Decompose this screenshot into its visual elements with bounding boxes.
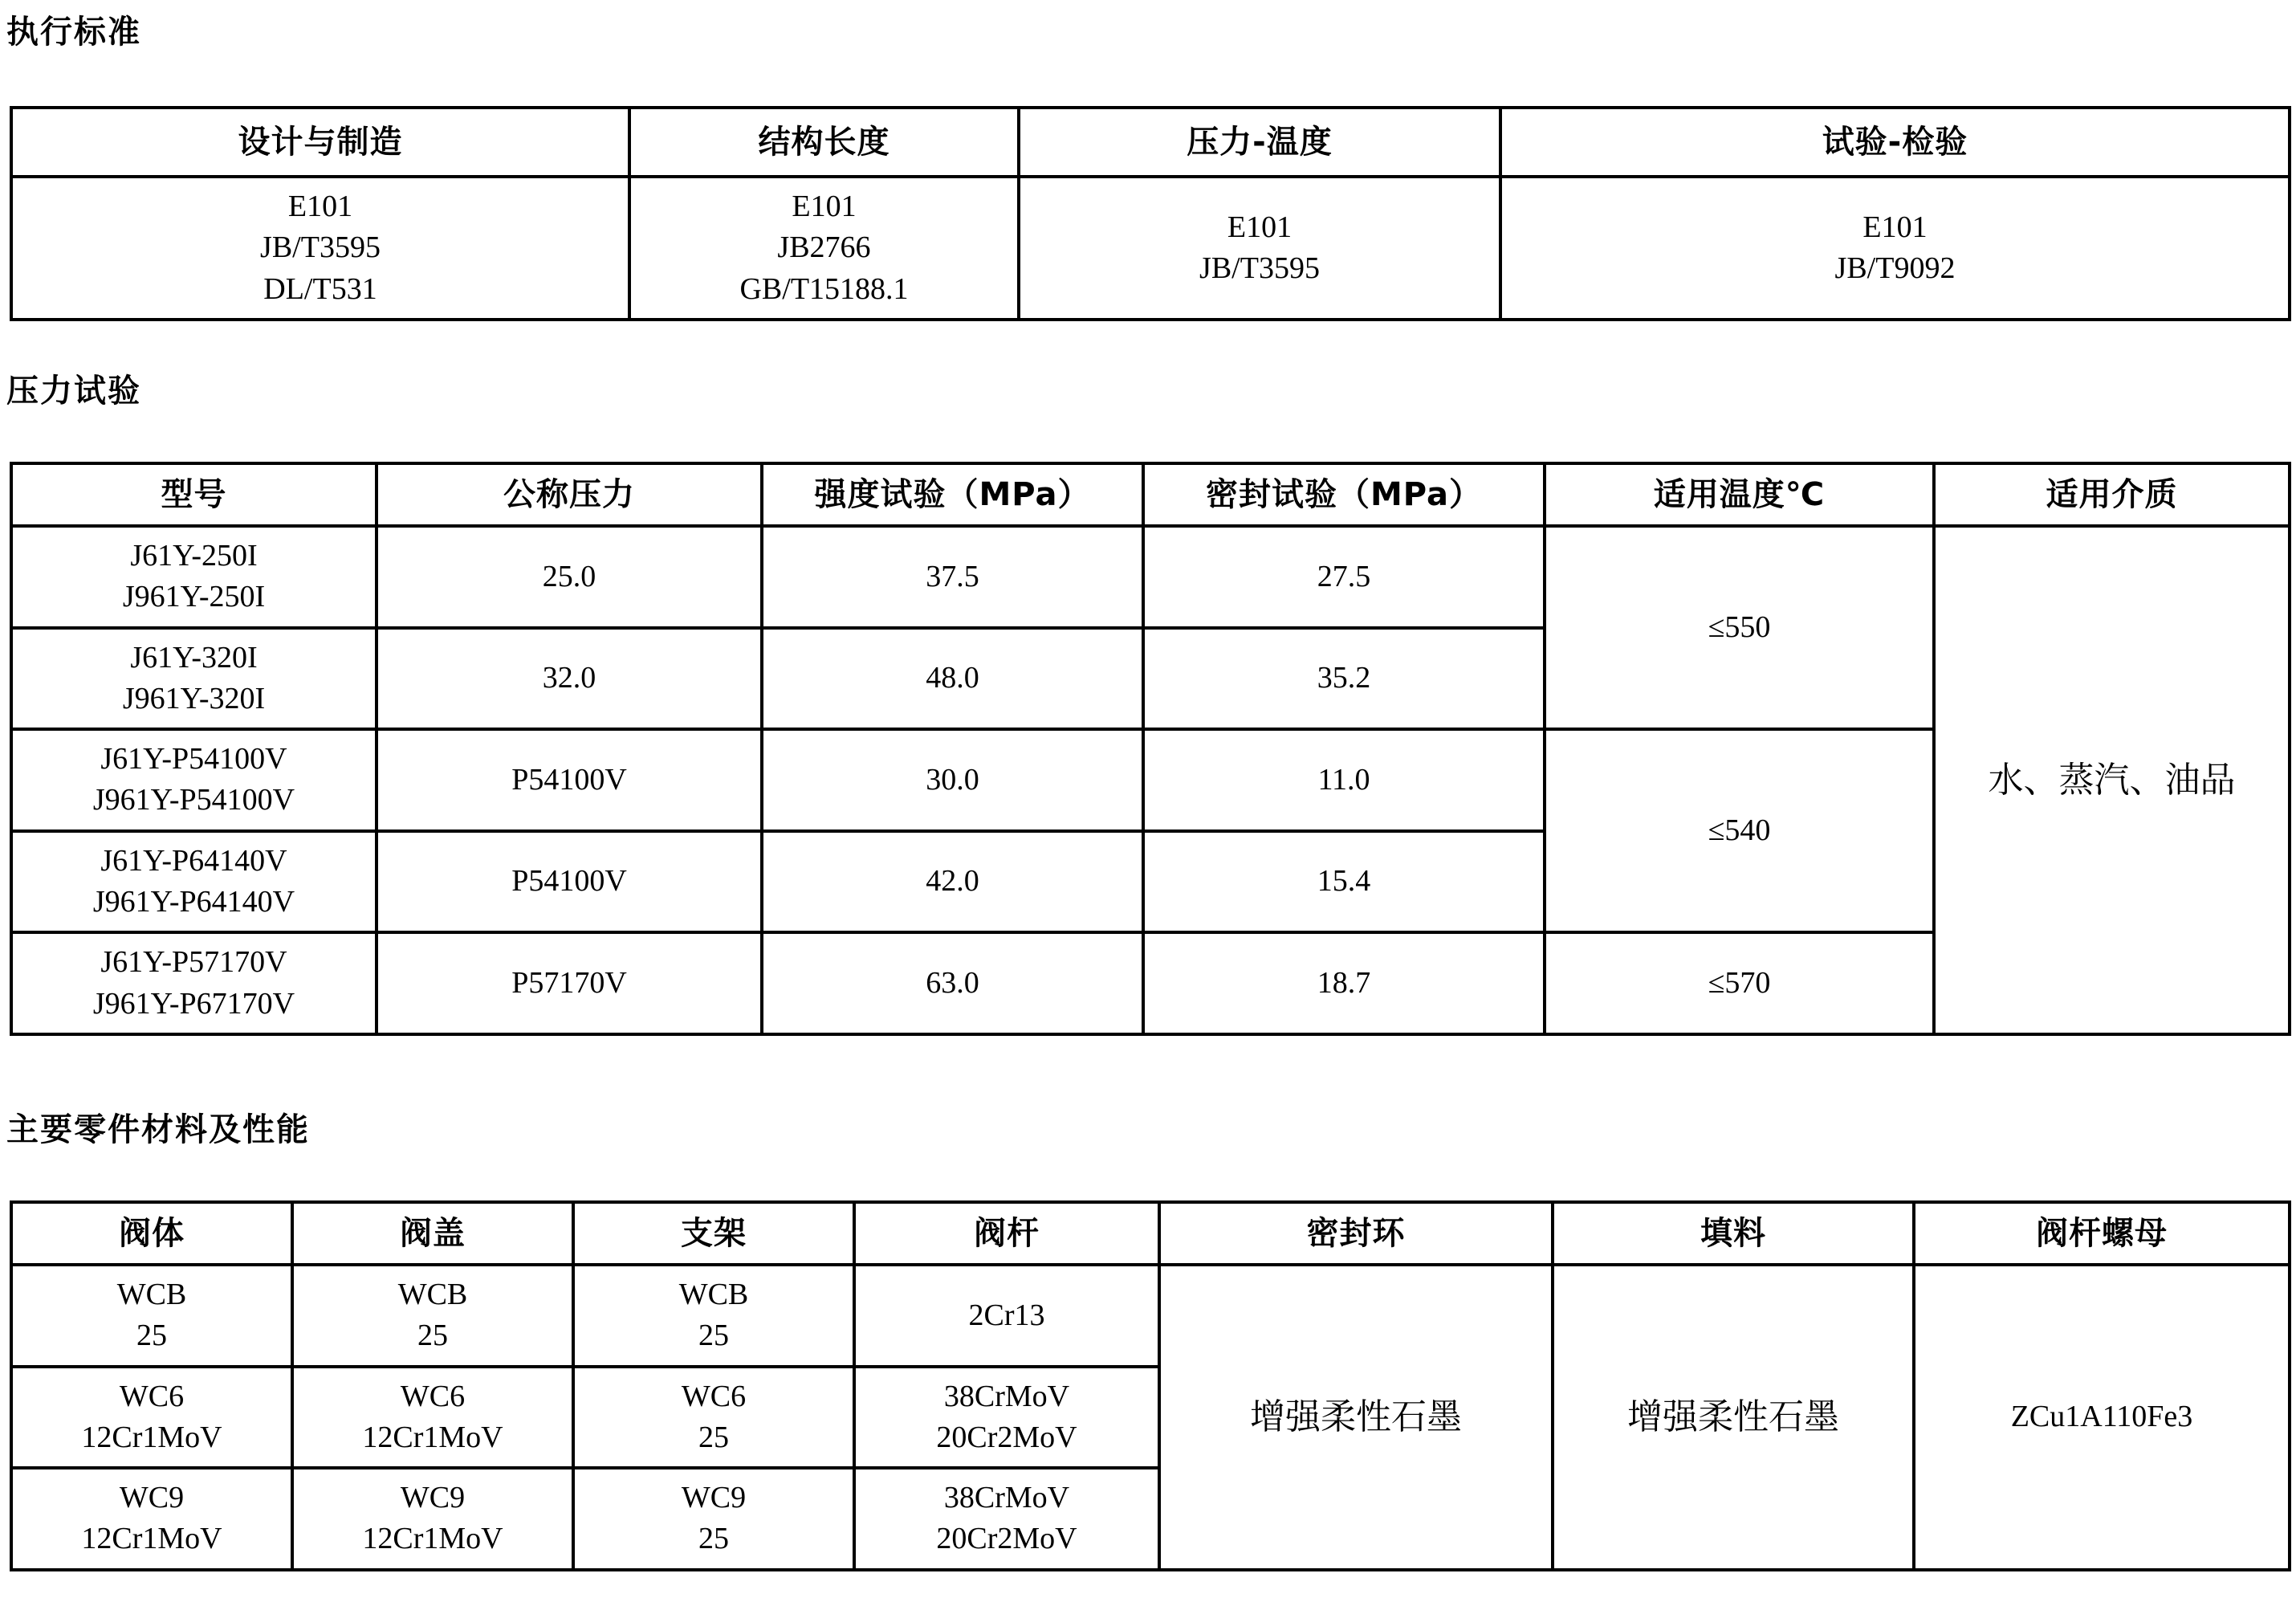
standards-section-title: 执行标准 — [6, 14, 141, 51]
cell-pressure-temperature — [1019, 177, 1500, 320]
value-line: WCB — [116, 1278, 187, 1311]
value-line: WC6 — [119, 1379, 185, 1413]
table-row — [11, 526, 2290, 628]
cell-seal-test: 27.5 — [1143, 526, 1545, 628]
cell-packing: 增强柔性石墨 — [1553, 1265, 1914, 1570]
cell-strength-test: 48.0 — [762, 628, 1143, 730]
value-line: WCB — [397, 1278, 468, 1311]
cell-nominal-pressure: 32.0 — [377, 628, 762, 730]
cell-temperature: ≤540 — [1545, 729, 1934, 932]
value-line: 25 — [136, 1319, 167, 1353]
value-line: J961Y-P64140V — [92, 885, 295, 919]
cell-strength-test: 63.0 — [762, 932, 1143, 1034]
cell-design-manufacture — [11, 177, 629, 320]
cell-valve-body — [11, 1265, 292, 1367]
cell-strength-test: 37.5 — [762, 526, 1143, 628]
cell-valve-body — [11, 1468, 292, 1570]
value-line: E101 — [287, 190, 353, 223]
cell-valve-body — [11, 1367, 292, 1469]
value-line: 25 — [698, 1319, 729, 1353]
cell-seal-test: 15.4 — [1143, 831, 1545, 933]
cell-model — [11, 729, 377, 831]
col-header-nominal-pressure: 公称压力 — [377, 463, 762, 526]
cell-temperature: ≤570 — [1545, 932, 1934, 1034]
col-header-packing: 填料 — [1553, 1202, 1914, 1265]
value-line: WC6 — [681, 1379, 747, 1413]
cell-model — [11, 831, 377, 933]
col-header-stem-nut: 阀杆螺母 — [1914, 1202, 2290, 1265]
value-line: 12Cr1MoV — [362, 1522, 503, 1556]
col-header-seal-test: 密封试验（MPa） — [1143, 463, 1545, 526]
cell-medium: 水、蒸汽、油品 — [1934, 526, 2290, 1034]
value-line: 25 — [698, 1522, 729, 1556]
value-line: WC6 — [400, 1379, 466, 1413]
value-line: E101 — [1862, 210, 1928, 244]
value-line: WC9 — [681, 1481, 747, 1515]
value-line: 25 — [417, 1319, 448, 1353]
cell-seal-ring: 增强柔性石墨 — [1159, 1265, 1553, 1570]
cell-strength-test: 30.0 — [762, 729, 1143, 831]
value-line: E101 — [792, 190, 857, 223]
cell-bracket — [573, 1468, 854, 1570]
value-line: 38CrMoV — [943, 1379, 1070, 1413]
col-header-bracket: 支架 — [573, 1202, 854, 1265]
value-line: 20Cr2MoV — [936, 1522, 1077, 1556]
value-line: 12Cr1MoV — [81, 1420, 222, 1454]
table-row-header — [11, 1202, 2290, 1265]
value-line: E101 — [1227, 210, 1293, 244]
table-row-header — [11, 463, 2290, 526]
value-line: J61Y-P54100V — [100, 742, 287, 777]
standards-table — [10, 106, 2291, 321]
cell-model — [11, 932, 377, 1034]
value-line: 2Cr13 — [968, 1298, 1045, 1332]
cell-nominal-pressure: P54100V — [377, 831, 762, 933]
cell-bracket — [573, 1367, 854, 1469]
value-line: 12Cr1MoV — [81, 1522, 222, 1556]
cell-temperature: ≤550 — [1545, 526, 1934, 729]
cell-valve-stem — [854, 1468, 1159, 1570]
value-line: J961Y-P54100V — [92, 783, 295, 817]
value-line: GB/T15188.1 — [739, 271, 909, 306]
materials-table — [10, 1200, 2291, 1571]
col-header-model: 型号 — [11, 463, 377, 526]
cell-model — [11, 526, 377, 628]
cell-seal-test: 18.7 — [1143, 932, 1545, 1034]
materials-section-title: 主要零件材料及性能 — [6, 1111, 310, 1148]
col-header-valve-stem: 阀杆 — [854, 1202, 1159, 1265]
value-line: JB/T3595 — [260, 230, 381, 265]
cell-seal-test: 11.0 — [1143, 729, 1545, 831]
value-line: J61Y-P64140V — [100, 843, 287, 878]
col-header-design-manufacture: 设计与制造 — [11, 108, 629, 177]
col-header-temperature: 适用温度℃ — [1545, 463, 1934, 526]
cell-valve-bonnet — [292, 1468, 573, 1570]
cell-seal-test: 35.2 — [1143, 628, 1545, 730]
col-header-strength-test: 强度试验（MPa） — [762, 463, 1143, 526]
table-row — [11, 1265, 2290, 1367]
cell-nominal-pressure: P54100V — [377, 729, 762, 831]
value-line: WC9 — [400, 1481, 466, 1515]
value-line: JB/T9092 — [1834, 251, 1956, 285]
col-header-valve-body: 阀体 — [11, 1202, 292, 1265]
cell-structure-length — [629, 177, 1019, 320]
value-line: 25 — [698, 1420, 729, 1454]
value-line: J61Y-320I — [130, 640, 258, 675]
cell-test-inspection — [1500, 177, 2290, 320]
cell-model — [11, 628, 377, 730]
cell-valve-bonnet — [292, 1367, 573, 1469]
value-line: J961Y-320I — [122, 681, 266, 715]
value-line: JB/T3595 — [1199, 251, 1320, 285]
cell-valve-stem — [854, 1265, 1159, 1367]
table-row — [11, 177, 2290, 320]
value-line: 20Cr2MoV — [936, 1420, 1077, 1454]
cell-nominal-pressure: P57170V — [377, 932, 762, 1034]
value-line: JB2766 — [777, 230, 871, 265]
cell-strength-test: 42.0 — [762, 831, 1143, 933]
value-line: 38CrMoV — [943, 1481, 1070, 1515]
col-header-test-inspection: 试验-检验 — [1500, 108, 2290, 177]
value-line: WCB — [678, 1278, 749, 1311]
cell-stem-nut: ZCu1A110Fe3 — [1914, 1265, 2290, 1570]
col-header-medium: 适用介质 — [1934, 463, 2290, 526]
col-header-structure-length: 结构长度 — [629, 108, 1019, 177]
pressure-test-table — [10, 462, 2291, 1036]
cell-valve-stem — [854, 1367, 1159, 1469]
pressure-test-section-title: 压力试验 — [6, 373, 141, 410]
table-row-header — [11, 108, 2290, 177]
col-header-pressure-temperature: 压力-温度 — [1019, 108, 1500, 177]
value-line: J61Y-P57170V — [100, 945, 287, 980]
col-header-seal-ring: 密封环 — [1159, 1202, 1553, 1265]
value-line: 12Cr1MoV — [362, 1420, 503, 1454]
value-line: WC9 — [119, 1481, 185, 1515]
value-line: J961Y-250I — [122, 580, 266, 614]
col-header-valve-bonnet: 阀盖 — [292, 1202, 573, 1265]
cell-bracket — [573, 1265, 854, 1367]
cell-valve-bonnet — [292, 1265, 573, 1367]
value-line: J961Y-P67170V — [92, 986, 295, 1021]
value-line: J61Y-250I — [130, 539, 258, 573]
value-line: DL/T531 — [263, 271, 377, 306]
cell-nominal-pressure: 25.0 — [377, 526, 762, 628]
